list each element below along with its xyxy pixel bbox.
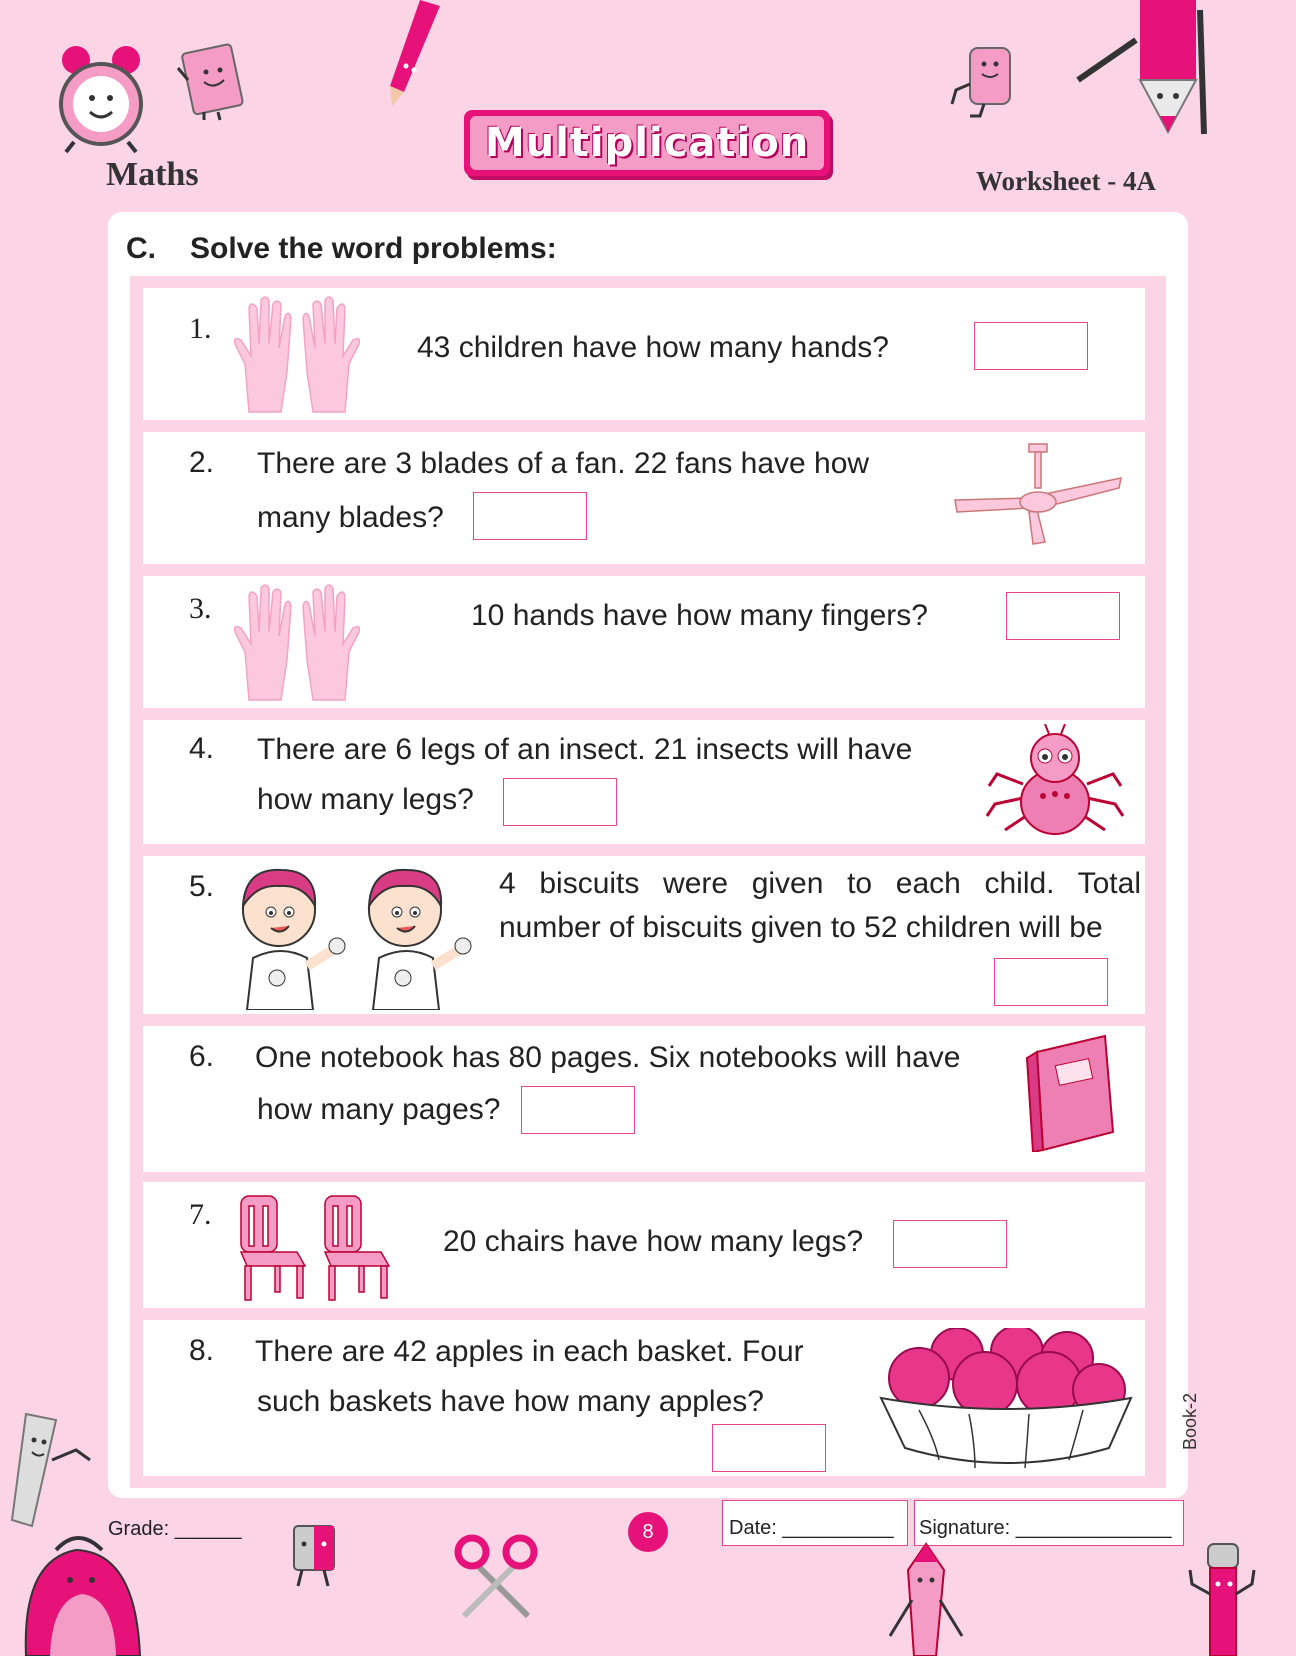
question-number: 2. <box>189 446 215 479</box>
children-icon <box>223 862 475 1010</box>
ruler-character-icon <box>6 1410 94 1530</box>
question-text: 43 children have how many hands? <box>417 331 889 364</box>
crayon-character-icon <box>884 1540 968 1656</box>
question-row-3 <box>143 576 1145 708</box>
hands-icon <box>227 582 367 702</box>
subject-label: Maths <box>106 156 199 193</box>
grade-label: Grade: ______ <box>108 1518 242 1540</box>
question-text-line-1: 4 biscuits were given to each child. Total <box>499 867 1141 900</box>
question-number: 8. <box>189 1334 215 1367</box>
page-number-badge: 8 <box>628 1512 668 1552</box>
question-number: 5. <box>189 870 215 903</box>
question-text: 10 hands have how many fingers? <box>471 599 928 632</box>
question-row-7 <box>143 1182 1145 1308</box>
question-row-8 <box>143 1320 1145 1476</box>
notepad-icon <box>174 42 254 122</box>
question-text: 20 chairs have how many legs? <box>443 1225 864 1258</box>
ceiling-fan-icon <box>953 442 1123 546</box>
alarm-clock-icon <box>54 42 148 154</box>
signature-label: Signature: ______________ <box>919 1517 1172 1539</box>
eraser-icon <box>946 44 1026 120</box>
question-number: 7. <box>189 1198 212 1231</box>
question-row-4 <box>143 720 1145 844</box>
question-row-2 <box>143 432 1145 564</box>
chairs-icon <box>235 1192 399 1302</box>
book-label: Book-2 <box>1180 1392 1200 1450</box>
notebook-icon <box>1023 1032 1123 1152</box>
section-title: Solve the word problems: <box>190 232 557 265</box>
date-box[interactable] <box>722 1500 908 1546</box>
question-text-line-2: how many pages? <box>257 1093 501 1126</box>
question-text-line-2: many blades? <box>257 501 444 534</box>
answer-box-5[interactable] <box>994 958 1108 1006</box>
answer-box-8[interactable] <box>712 1424 826 1472</box>
answer-box-2[interactable] <box>473 492 587 540</box>
question-text-line-1: There are 42 apples in each basket. Four <box>255 1335 804 1368</box>
question-row-1 <box>143 288 1145 420</box>
question-row-5 <box>143 856 1145 1014</box>
hands-icon <box>227 294 367 414</box>
question-number: 6. <box>189 1040 215 1073</box>
answer-box-3[interactable] <box>1006 592 1120 640</box>
worksheet-label: Worksheet - 4A <box>976 166 1156 196</box>
section-letter: C. <box>126 232 156 265</box>
scissors-icon <box>454 1534 540 1620</box>
date-label: Date: __________ <box>729 1517 894 1539</box>
answer-box-6[interactable] <box>521 1086 635 1134</box>
schoolbag-icon <box>16 1520 152 1656</box>
question-row-6 <box>143 1026 1145 1172</box>
question-text-line-2: how many legs? <box>257 783 474 816</box>
answer-box-1[interactable] <box>974 322 1088 370</box>
question-number: 1. <box>189 312 212 345</box>
marker-character-icon <box>1188 1540 1258 1656</box>
question-text-line-2: number of biscuits given to 52 children will be <box>499 911 1103 944</box>
title-badge <box>464 110 830 176</box>
question-text-line-1: One notebook has 80 pages. Six notebooks will have <box>255 1041 961 1074</box>
answer-box-7[interactable] <box>893 1220 1007 1268</box>
question-text-line-2: such baskets have how many apples? <box>257 1385 764 1418</box>
page-title: Multiplication <box>484 120 810 166</box>
question-number: 3. <box>189 592 212 625</box>
apple-basket-icon <box>879 1328 1133 1472</box>
question-text-line-1: There are 3 blades of a fan. 22 fans have how <box>257 447 870 480</box>
answer-box-4[interactable] <box>503 778 617 826</box>
insect-icon <box>983 724 1127 840</box>
question-number: 4. <box>189 732 215 765</box>
sharpener-icon <box>284 1520 344 1590</box>
question-text-line-1: There are 6 legs of an insect. 21 insects will have <box>257 733 913 766</box>
pencil-icon <box>380 0 450 110</box>
pencil-character-icon <box>1070 0 1210 140</box>
